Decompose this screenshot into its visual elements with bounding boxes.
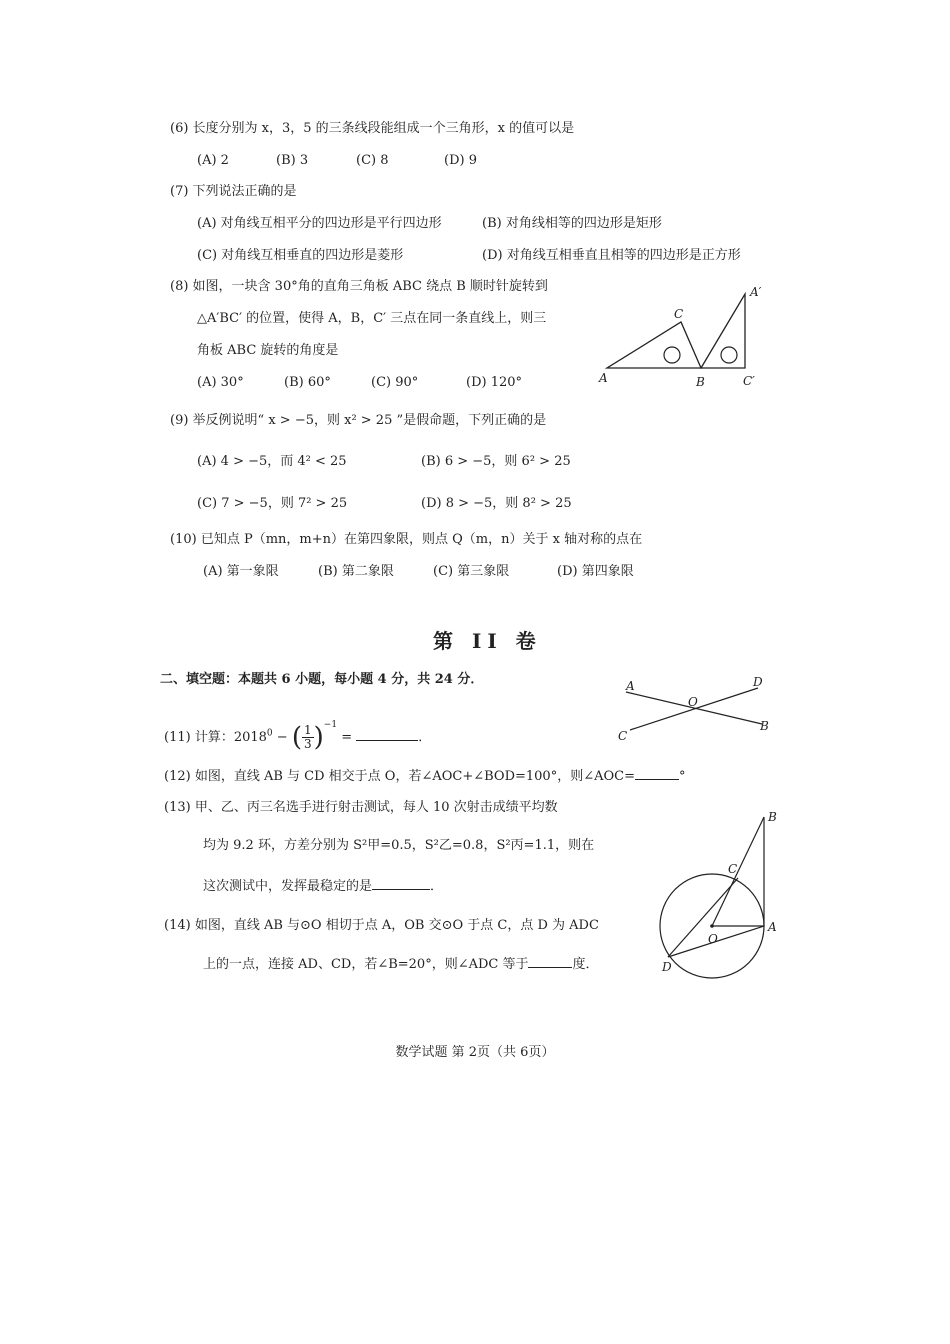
q8-circle-right [721, 347, 737, 363]
q8-line3: 角板 ABC 旋转的角度是 [197, 343, 339, 358]
q8-triangle-a1bc1 [701, 294, 745, 368]
fig1-label-d: D [753, 675, 763, 689]
q9-option-a: (A) 4 > −5，而 4² < 25 [197, 454, 347, 469]
fig1-label-b: B [760, 719, 769, 733]
fig2-label-d: D [662, 960, 672, 974]
q7-option-b: (B) 对角线相等的四边形是矩形 [482, 216, 662, 231]
q8-option-d: (D) 120° [466, 375, 523, 390]
q10-option-a: (A) 第一象限 [203, 564, 279, 579]
q13-line3: 这次测试中，发挥最稳定的是 [203, 879, 373, 894]
q7-option-c: (C) 对角线互相垂直的四边形是菱形 [197, 248, 404, 263]
fig2-label-b: B [768, 810, 777, 824]
page-footer: 数学试题 第 2页（共 6页） [395, 1045, 555, 1060]
q11-minus: − [272, 730, 292, 745]
q12-end: ° [678, 769, 686, 784]
q8-line1: (8) 如图，一块含 30°角的直角三角板 ABC 绕点 B 顺时针旋转到 [170, 279, 548, 294]
segment-ob [712, 817, 764, 926]
q10-option-b: (B) 第二象限 [318, 564, 394, 579]
q11-numerator: 1 [303, 723, 312, 737]
q7-stem: (7) 下列说法正确的是 [170, 184, 297, 199]
center-dot [710, 924, 714, 928]
q12-line [164, 767, 685, 785]
q6-option-c: (C) 8 [356, 153, 389, 168]
q7-option-a: (A) 对角线互相平分的四边形是平行四边形 [197, 216, 442, 231]
q11-base: 2018 [233, 730, 267, 745]
q8-triangle-figure [595, 282, 775, 392]
q11-right-paren: ) [313, 722, 324, 753]
q11-denominator: 3 [303, 737, 312, 751]
fig2-label-o: O [708, 932, 718, 946]
q11-fraction [302, 724, 314, 751]
q8-label-a: A [599, 371, 608, 385]
fig2-label-a: A [768, 920, 777, 934]
q8-option-c: (C) 90° [371, 375, 419, 390]
q12-stem: (12) 如图，直线 AB 与 CD 相交于点 O，若∠AOC+∠BOD=100°，则∠AOC= [164, 769, 635, 784]
q6-option-d: (D) 9 [444, 153, 477, 168]
q11-exp1: −1 [323, 720, 338, 730]
q8-label-a-prime: A′ [750, 285, 762, 299]
q8-label-b: B [696, 375, 705, 389]
q8-line2: △A′BC′ 的位置，使得 A，B，C′ 三点在同一条直线上，则三 [197, 311, 547, 326]
q14-line1: (14) 如图，直线 AB 与⊙O 相切于点 A，OB 交⊙O 于点 C，点 D 为 ADC [164, 918, 599, 933]
q13-end: ． [430, 879, 444, 894]
q11-line [164, 705, 432, 753]
q6-stem: (6) 长度分别为 x，3，5 的三条线段能组成一个三角形，x 的值可以是 [170, 121, 575, 136]
q9-option-d: (D) 8 > −5，则 8² > 25 [421, 496, 572, 511]
section-two-heading: 二、填空题：本题共 6 小题，每小题 4 分，共 24 分． [160, 672, 484, 687]
q10-option-d: (D) 第四象限 [557, 564, 634, 579]
q10-stem: (10) 已知点 P（mn，m+n）在第四象限，则点 Q（m，n）关于 x 轴对称的点在 [170, 532, 643, 547]
q14-end: 度． [572, 957, 599, 972]
q12-answer-blank[interactable] [635, 767, 679, 780]
q14-circle-figure [654, 805, 784, 980]
q7-option-d: (D) 对角线互相垂直且相等的四边形是正方形 [482, 248, 741, 263]
q10-option-c: (C) 第三象限 [433, 564, 510, 579]
q11-prefix: (11) 计算： [164, 730, 234, 745]
q6-option-a: (A) 2 [197, 153, 229, 168]
q11-answer-blank[interactable] [356, 728, 418, 741]
q11-equals: = [337, 730, 357, 745]
q11-exp0: 0 [266, 728, 273, 739]
q9-stem: (9) 举反例说明“ x > −5，则 x² > 25 ”是假命题，下列正确的是 [170, 413, 547, 428]
q13-answer-blank[interactable] [372, 877, 430, 890]
part-two-title: 第 II 卷 [433, 629, 542, 653]
q8-option-a: (A) 30° [197, 375, 244, 390]
q8-circle-left [664, 347, 680, 363]
q8-label-c: C [674, 307, 684, 321]
q14-line2: 上的一点，连接 AD、CD，若∠B=20°，则∠ADC 等于 [203, 957, 529, 972]
q9-option-c: (C) 7 > −5，则 7² > 25 [197, 496, 348, 511]
q8-triangle-abc [607, 322, 701, 368]
fig1-label-o: O [688, 695, 698, 709]
q13-line3-wrap [203, 877, 443, 895]
q8-option-b: (B) 60° [284, 375, 331, 390]
q11-left-paren: ( [291, 722, 302, 753]
q9-option-b: (B) 6 > −5，则 6² > 25 [421, 454, 571, 469]
fig1-label-c: C [618, 729, 628, 743]
fig1-label-a: A [626, 679, 635, 693]
q6-option-b: (B) 3 [276, 153, 309, 168]
fig2-label-c: C [728, 862, 738, 876]
q11-end: ． [418, 730, 432, 745]
q14-line2-wrap [203, 955, 599, 973]
q13-line2: 均为 9.2 环，方差分别为 S²甲=0.5，S²乙=0.8，S²丙=1.1，则在 [203, 838, 595, 853]
q11-intersecting-lines-figure [612, 672, 782, 748]
q13-line1: (13) 甲、乙、丙三名选手进行射击测试，每人 10 次射击成绩平均数 [164, 800, 558, 815]
q14-answer-blank[interactable] [528, 955, 572, 968]
q8-label-c-prime: C′ [743, 374, 755, 388]
